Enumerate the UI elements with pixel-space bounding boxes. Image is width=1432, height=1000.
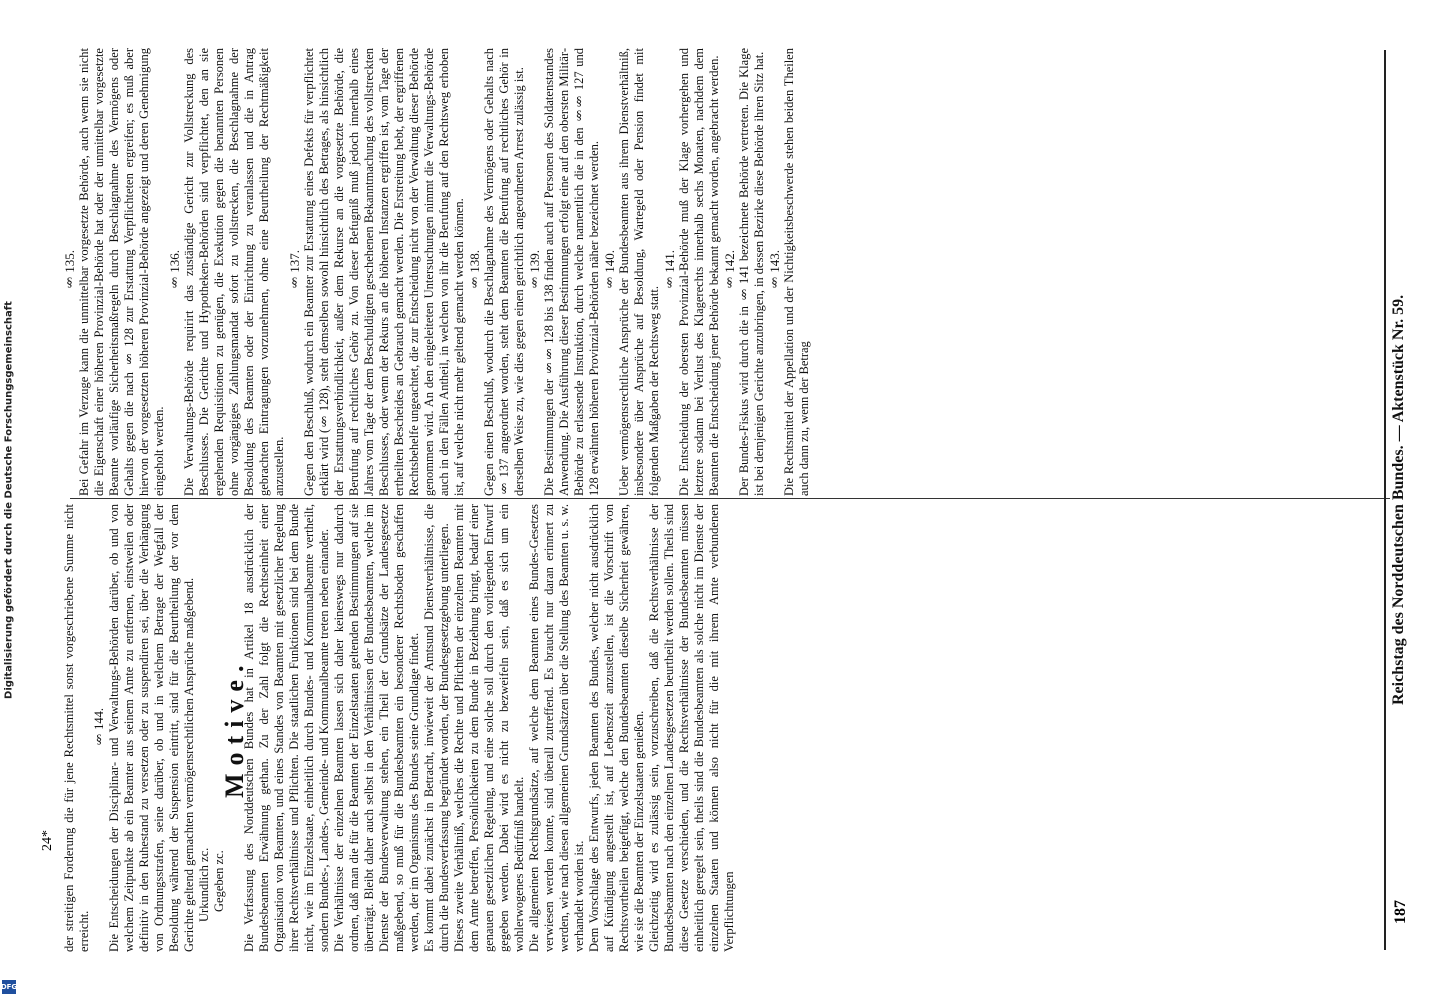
section-heading: § 138. (467, 250, 482, 292)
motive-paragraph: Die Verfassung des Norddeutschen Bundes hat in Artikel 18 ausdrücklich der Bundesbeamten Erwähnung gethan. Zu der Zahl folgt die Rechtseinheit einer Organisation von Beamten, und eines Standes von Beamten mit gesetzlicher Regelung ihrer Rechtsverhältnisse und Pflichten. Die staatlichen Funktionen sind bei dem Bunde nicht, wie im Einzelstaate, einheitlich durch Bundes- und Kommunalbeamte vertheilt, sondern Bundes-, Landes-, Gemeinde- und Kommunalbeamte treten neben einander. (242, 504, 331, 952)
section-heading: § 136. (167, 250, 182, 292)
section-text: Die Bestimmungen der §§ 128 bis 138 finden auch auf Personen des Soldatenstandes Anwendung. Die Ausführung dieser Bestimmungen erfolgt eine auf den obersten Militär-Behörde zu erlassende Instruktion, durch welche namentlich die in den §§ 127 und 128 erwähnten höheren Provinzial-Behörden näher bezeichnet werden. (542, 48, 601, 496)
section-heading: § 142. (722, 250, 737, 292)
section-heading: § 143. (767, 250, 782, 292)
section-text: Der Bundes-Fiskus wird durch die in § 141 bezeichnete Behörde vertreten. Die Klage ist bei demjenigen Gerichte anzubringen, in dessen Bezirke diese Behörde ihren Sitz hat. (737, 48, 766, 496)
motive-paragraph: Es kommt dabei zunächst in Betracht, inwieweit der Amtsund Dienstverhältnisse, die durch die Bundesverfassung begründet worden, der Bundesgesetzgebung unterliegen. (422, 504, 451, 952)
section-heading: § 135. (62, 250, 77, 292)
section-heading: § 137. (287, 250, 302, 292)
section-text: Die Rechtsmittel der Appellation und der Nichtigkeitsbeschwerde stehen beiden Theilen auch dann zu, wenn der Betrag (782, 48, 811, 496)
page-number: 187 (1392, 900, 1409, 924)
section-text: Gegen den Beschluß, wodurch ein Beamter zur Erstattung eines Defekts für verpflichtet erklärt wird (§ 128), steht demselben sowohl hinsichtlich des Betrages, als hinsichtlich der Erstattungsverbindlichkeit, außer dem Rekurse an die vorgesetzte Behörde, die Berufung auf rechtliches Gehör zu. Von dieser Befugniß muß jedoch innerhalb eines Jahres vom Tage der dem Beschuldigten geschehenen Bekanntmachung des vollstreckten Beschlusses, oder wenn der Rekurs an die höheren Instanzen ergriffen ist, vom Tage der ertheilten Bescheides an Gebrauch gemacht werden. Die Erstreitung hebt, der ergriffenen Rechtsbehelfe ungeachtet, die zur Entscheidung nicht von der Verwaltung dieser Behörde genommen wird. An den eingeleiteten Untersuchungen nimmt die Verwaltungs-Behörde auch in den Fällen Antheil, in welchen von ihr die Berufung auf den Rechtsweg erhoben ist, auf welche nicht mehr geltend gemacht werden können. (302, 48, 466, 496)
intro-text: der streitigen Forderung die für jene Rechtsmittel sonst vorgeschriebene Summe nicht erreicht. (62, 504, 91, 952)
header-rule (1384, 50, 1386, 950)
column-divider (70, 498, 1390, 499)
section-heading: § 141. (662, 250, 677, 292)
section-text: Die Verwaltungs-Behörde requirirt das zuständige Gericht zur Vollstreckung des Beschlusses. Die Gerichte und Hypotheken-Behörden sind verpflichtet, den an sie ergehenden Requisitionen zu genügen, die Exekution gegen die benannten Personen ohne vorgängiges Zahlungsmandat sofort zu vollstrecken, die Beschlagnahme der Besoldung des Beamten oder der Einrichtung zu veranlassen und die in Antrag gebrachten Eintragungen vorzunehmen, ohne eine Beurtheilung der Rechtmäßigkeit anzustellen. (182, 48, 286, 496)
motive-paragraph: Die Verhältnisse der einzelnen Beamten lassen sich daher keineswegs nur dadurch ordnen, daß man die für die Beamten der Einzelstaaten geltenden Bestimmungen auf sie überträgt. Bleibt daher auch selbst in den Verhältnissen der Bundesbeamten, welche im Dienste der Bundesverwaltung stehen, ein Theil der Grundsätze der Landesgesetze maßgebend, so muß für die Bundesbeamten ein besonderer Rechtsboden geschaffen werden, der im Organismus des Bundes seine Grundlage findet. (332, 504, 421, 952)
motive-paragraph: Dieses zweite Verhältniß, welches die Rechte und Pflichten der einzelnen Beamten mit dem Amte betreffen, Persönlichkeiten zu dem Bunde in Beziehung bringt, bedarf einer genauen gesetzlichen Regelung, und eine solche soll durch den vorliegenden Entwurf gegeben werden. Dabei wird es nicht zu bezweifeln sein, daß es sich um ein wohlerwogenes Bedürfniß handelt. (452, 504, 526, 952)
upper-band (62, 48, 1382, 496)
section-heading: § 140. (602, 250, 617, 292)
footer-mark: 24* (40, 830, 55, 851)
section-heading: § 139. (527, 250, 542, 292)
section-text: Die Entscheidungen der Disciplinar- und Verwaltungs-Behörden darüber, ob und von welchem Zeitpunkte ab ein Beamter aus seinem Amte zu entfernen, einstweilen oder definitiv in den Ruhestand zu versetzen oder zu suspendiren sei, über die Verhängung von Ordnungsstrafen, seine darüber, ob und in welchem Betrage der Wegfall der Besoldung während der Suspension eintritt, sind für die Beurtheilung der vor dem Gerichte geltend gemachten vermögensrechtlichen Ansprüche maßgebend. (107, 504, 196, 952)
given-text: Gegeben zc. (212, 850, 226, 912)
section-text: Bei Gefahr im Verzuge kann die unmittelbar vorgesetzte Behörde, auch wenn sie nicht die Eigenschaft einer höheren Provinzial-Behörde hat oder der unmittelbar vorgesetzte Beamte vorläufige Sicherheitsmaßregeln durch Beschlagnahme des Vermögens oder Gehalts gegen die nach § 128 zur Erstattung Verpflichteten ergreifen; es muß aber hiervon der vorgesetzten höheren Provinzial-Behörde angezeigt und deren Genehmigung eingeholt werden. (77, 48, 166, 496)
section-text: Ueber vermögensrechtliche Ansprüche der Bundesbeamten aus ihrem Dienstverhältniß, insbesondere über Ansprüche auf Besoldung, Wartegeld oder Pension findet mit folgenden Maßgaben der Rechtsweg statt. (617, 48, 661, 496)
digitization-note: Digitalisierung gefördert durch die Deutsche Forschungsgemeinschaft (3, 301, 15, 699)
lower-band-text (62, 504, 1382, 952)
digitization-sidebar (0, 0, 18, 1000)
section-heading: § 144. (92, 708, 106, 748)
section-text: Die Entscheidung der obersten Provinzial-Behörde muß der Klage vorhergehen und letztere sodann bei Verlust des Klagerechts innerhalb sechs Monaten, nachdem dem Beamten die Entscheidung jener Behörde bekannt gemacht worden, angebracht werden. (677, 48, 721, 496)
motive-paragraph: Dem Vorschlage des Entwurfs, jeden Beamten des Bundes, welcher nicht ausdrücklich auf Kündigung angestellt ist, auf Lebenszeit anzustellen, ist die Vorschrift von Rechtsvortheilen beigefügt, welche den Bundesbeamten dieselbe Sicherheit gewähren, wie sie die Beamten der Einzelstaaten genießen. (587, 504, 646, 952)
closing-text: Urkundlich zc. (197, 847, 211, 922)
dfg-logo: DFG (2, 980, 16, 994)
section-text: Gegen einen Beschluß, wodurch die Beschlagnahme des Vermögens oder Gehalts nach § 137 angeordnet worden, steht dem Beamten die Berufung auf rechtliches Gehör in derselben Weise zu, wie dies gegen einen gerichtlich angeordneten Arrest zulässig ist. (482, 48, 526, 496)
upper-band-text (62, 48, 1382, 496)
running-header (1390, 50, 1420, 950)
motive-paragraph: Gleichzeitig wird es zulässig sein, vorzuschreiben, daß die Rechtsverhältnisse der Bundesbeamten nach den einzelnen Landesgesetzen beurtheilt werden sollen. Theils sind diese Gesetze verschieden, und die Rechtsverhältnisse der Bundesbeamten müssen einheitlich geregelt sein, theils sind die Bundesbeamten als solche nicht im Dienste der einzelnen Staaten und können also nicht für die mit ihrem Amte verbundenen Verpflichtungen (647, 504, 736, 952)
motive-title: Motive. (220, 657, 249, 799)
lower-band (62, 504, 1382, 952)
motive-paragraph: Die allgemeinen Rechtsgrundsätze, auf welche dem Beamten eines Bundes-Gesetzes verwiesen werden konnte, sind überall zutreffend. Es braucht nur daran erinnert zu werden, wie nach diesen allgemeinen Grundsätzen über die Stellung des Beamten u. s. w. verhandelt worden ist. (527, 504, 586, 952)
page-header-title: Reichstag des Norddeutschen Bundes. — Aktenstück Nr. 59. (1390, 294, 1407, 706)
